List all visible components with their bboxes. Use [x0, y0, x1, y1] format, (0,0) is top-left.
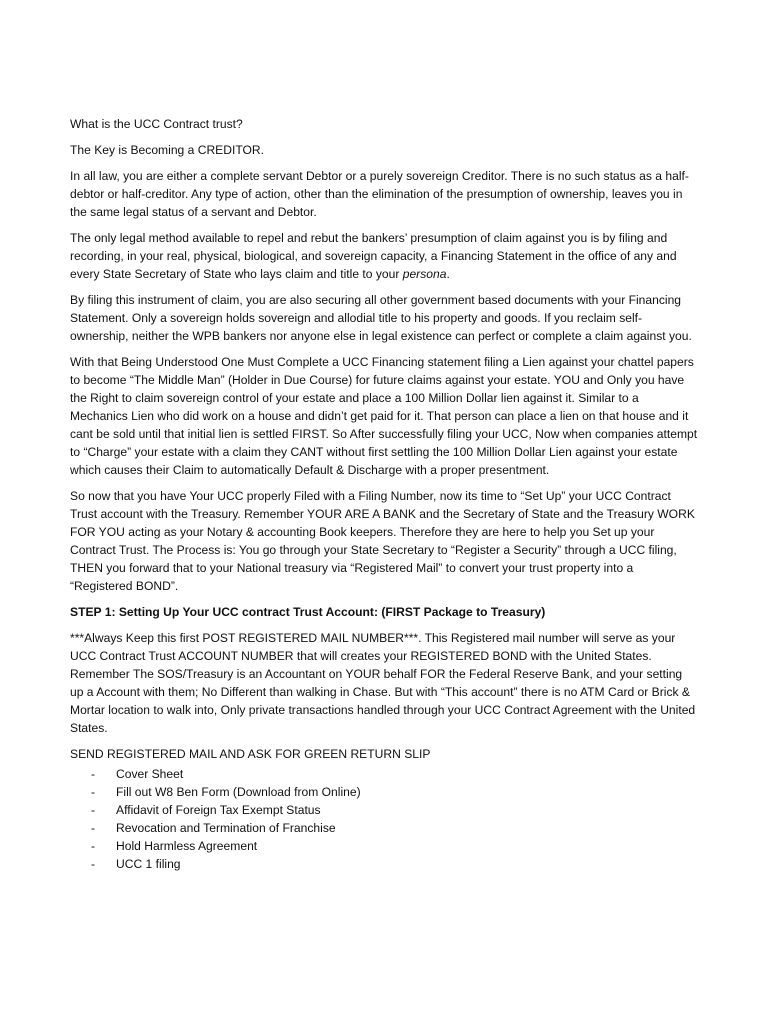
- list-dash: -: [91, 767, 96, 781]
- list-dash: -: [91, 803, 96, 817]
- list-item: [70, 837, 698, 855]
- list-item-text: Affidavit of Foreign Tax Exempt Status: [116, 803, 321, 817]
- list-dash: -: [91, 857, 96, 871]
- list-item: [70, 765, 698, 783]
- paragraph-legal-method-text: The only legal method available to repel and rebut the bankers’ presumption of claim against you is by filing and recording, in your real, physical, biological, and sovereign capacity, a Financing Statement in the office of any and every State Secretary of State who lays claim and title to your: [70, 231, 677, 281]
- paragraph-understood: With that Being Understood One Must Complete a UCC Financing statement filing a Lien against your chattel papers to become “The Middle Man” (Holder in Due Course) for future claims against your estate. YOU and Only you have the Right to claim sovereign control of your estate and place a 100 Million Dollar lien against it. Similar to a Mechanics Lien who did work on a house and didn’t get paid for it. That person can place a lien on that house and it cant be sold until that initial lien is settled FIRST. So After successfully filing your UCC, Now when companies attempt to “Charge” your estate with a claim they CANT without first settling the 100 Million Dollar Lien against your estate which causes their Claim to automatically Default & Discharge with a proper presentment.: [70, 355, 698, 477]
- list-item: [70, 801, 698, 819]
- list-item-text: Cover Sheet: [116, 767, 184, 781]
- list-item: [70, 855, 698, 873]
- list-dash: -: [91, 785, 96, 799]
- list-item-text: Fill out W8 Ben Form (Download from Online): [116, 785, 361, 799]
- paragraph-so-now: So now that you have Your UCC properly Filed with a Filing Number, now its time to “Set Up” your UCC Contract Trust account with the Treasury. Remember YOUR ARE A BANK and the Secretary of State and the Treasury WORK FOR YOU acting as your Notary & accounting Book keepers. Therefore they are here to help you Set up your Contract Trust. The Process is: You go through your State Secretary to “Register a Security” through a UCC filing, THEN you forward that to your National treasury via “Registered Mail” to convert your trust property into a “Registered BOND”.: [70, 489, 695, 593]
- list-item-text: Revocation and Termination of Franchise: [116, 821, 336, 835]
- list-item: [70, 783, 698, 801]
- list-item: [70, 819, 698, 837]
- paragraph-always: ***Always Keep this first POST REGISTERED MAIL NUMBER***. This Registered mail number will serve as your UCC Contract Trust ACCOUNT NUMBER that will creates your REGISTERED BOND with the United States. Remember The SOS/Treasury is an Accountant on YOUR behalf FOR the Federal Reserve Bank, and your setting up a Account with them; No Different than walking in Chase. But with “This account” there is no ATM Card or Brick & Mortar location to walk into, Only private transactions handled through your UCC Contract Agreement with the United States.: [70, 631, 696, 735]
- key-heading: The Key is Becoming a CREDITOR.: [70, 143, 265, 157]
- paragraph-legal-method: [70, 229, 698, 283]
- send-heading: SEND REGISTERED MAIL AND ASK FOR GREEN RETURN SLIP: [70, 747, 431, 761]
- question-heading: What is the UCC Contract trust?: [70, 117, 243, 131]
- paragraph-legal-method-end: .: [446, 267, 450, 281]
- list-item-text: UCC 1 filing: [116, 857, 181, 871]
- paragraph-law: In all law, you are either a complete servant Debtor or a purely sovereign Creditor. There is no such status as a half-debtor or half-creditor. Any type of action, other than the elimination of the presumption of ownership, leaves you in the same legal status of a servant and Debtor.: [70, 169, 689, 219]
- paragraph-filing: By filing this instrument of claim, you are also securing all other government based documents with your Financing Statement. Only a sovereign holds sovereign and allodial title to his property and goods. If you reclaim self-ownership, neither the WPB bankers nor anyone else in legal existence can perfect or complete a claim against you.: [70, 293, 692, 343]
- persona-italic: persona: [402, 267, 447, 281]
- document-page: [70, 115, 698, 873]
- list-item-text: Hold Harmless Agreement: [116, 839, 258, 853]
- list-dash: -: [91, 821, 96, 835]
- step1-heading: STEP 1: Setting Up Your UCC contract Trust Account: (FIRST Package to Treasury): [70, 605, 546, 619]
- mail-checklist: [70, 765, 698, 873]
- list-dash: -: [91, 839, 96, 853]
